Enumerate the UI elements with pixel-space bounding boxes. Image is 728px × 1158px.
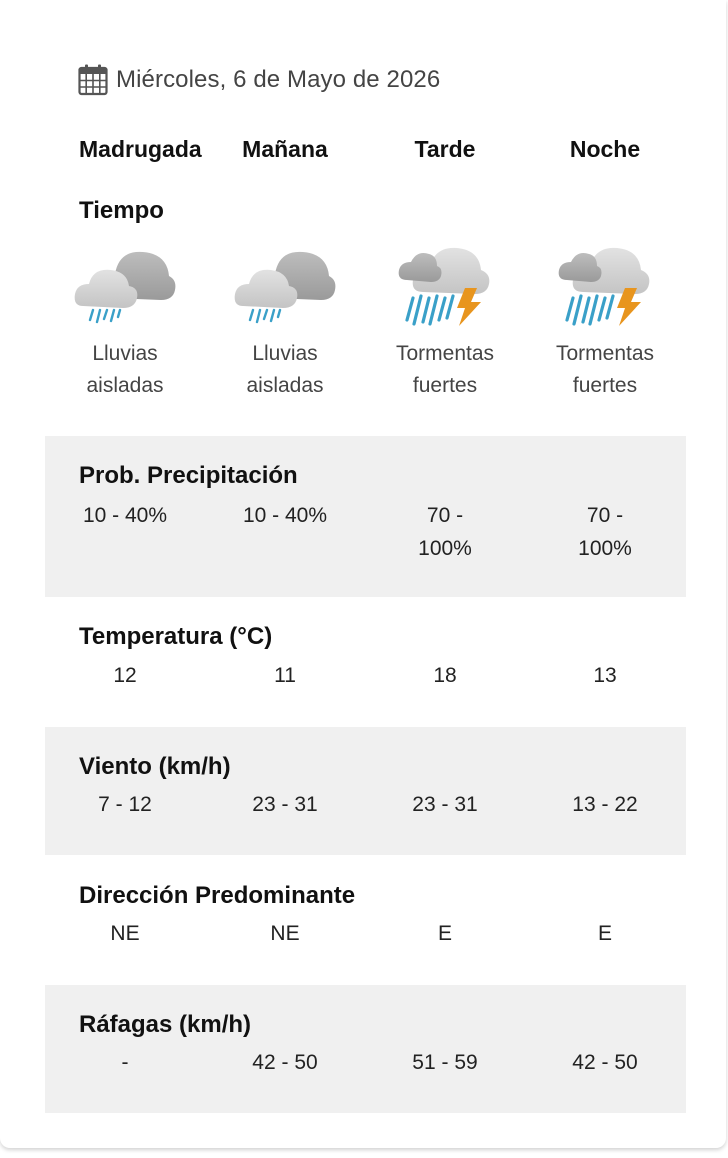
direction-value-manana: NE [270,922,300,945]
temperature-value-madrugada: 12 [113,664,137,687]
gusts-label: Ráfagas (km/h) [79,1011,252,1038]
gusts-section [45,985,686,1113]
desc-line: aisladas [246,374,324,397]
thunderstorm-icon [553,236,657,332]
period-madrugada: Madrugada [79,136,202,162]
wind-value-noche: 13 - 22 [572,793,638,816]
value-line: 10 - 40% [82,504,168,527]
weather-icon-noche [525,236,685,332]
precip-value-madrugada [45,499,205,532]
gusts-value-manana: 42 - 50 [252,1051,318,1074]
direction-value-tarde: E [437,922,452,945]
desc-line: Tormentas [395,342,495,365]
wind-label: Viento (km/h) [79,753,231,780]
weather-icon-tarde [365,236,525,332]
temperature-value-tarde: 18 [433,664,457,687]
rain-cloud-icon [233,236,337,332]
temperature-label: Temperatura (°C) [79,623,273,650]
value-line: 70 - [426,504,464,527]
forecast-date: Miércoles, 6 de Mayo de 2026 [116,66,441,93]
weather-desc-manana [205,338,365,402]
weather-desc-noche [525,338,685,402]
period-manana: Mañana [242,136,328,162]
wind-value-manana: 23 - 31 [252,793,318,816]
gusts-value-noche: 42 - 50 [572,1051,638,1074]
direction-section [45,855,686,985]
direction-value-noche: E [597,922,612,945]
desc-line: fuertes [572,374,638,397]
weather-icon-manana [205,236,365,332]
desc-line: Lluvias [92,342,158,365]
value-line: 100% [418,537,472,560]
direction-value-madrugada: NE [110,922,140,945]
value-line: 100% [578,537,632,560]
gusts-value-tarde: 51 - 59 [412,1051,478,1074]
value-line: 70 - [586,504,624,527]
precip-value-noche [525,499,685,565]
weather-label: Tiempo [79,197,164,224]
period-noche: Noche [569,136,641,162]
desc-line: Lluvias [252,342,318,365]
precip-value-tarde [365,499,525,565]
desc-line: aisladas [86,374,164,397]
temperature-value-manana: 11 [274,664,296,687]
weather-desc-tarde [365,338,525,402]
gusts-value-madrugada: - [121,1051,129,1074]
direction-label: Dirección Predominante [79,882,356,909]
temperature-value-noche: 13 [593,664,617,687]
desc-line: Tormentas [555,342,655,365]
wind-section [45,727,686,855]
date-header [78,62,440,98]
period-tarde: Tarde [414,136,476,162]
temperature-section [45,597,686,727]
weather-icon-madrugada [45,236,205,332]
desc-line: fuertes [412,374,478,397]
wind-value-tarde: 23 - 31 [412,793,478,816]
period-headers [45,136,685,172]
weather-desc-madrugada [45,338,205,402]
precip-value-manana [205,499,365,532]
calendar-icon [78,64,108,96]
precip-label: Prob. Precipitación [79,462,298,489]
rain-cloud-icon [73,236,177,332]
precip-section [45,436,686,597]
thunderstorm-icon [393,236,497,332]
value-line: 10 - 40% [242,504,328,527]
weather-icons [45,236,685,332]
wind-value-madrugada: 7 - 12 [98,793,152,816]
